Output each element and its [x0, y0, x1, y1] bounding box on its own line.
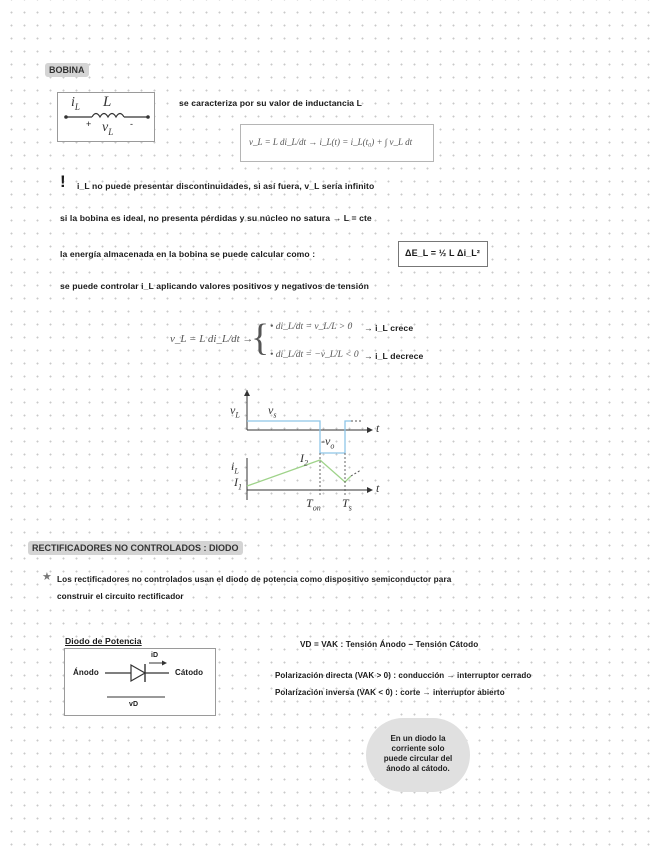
rect-line-1: Los rectificadores no controlados usan el diodo de potencia como dispositivo semiconductor para [57, 575, 452, 584]
bobina-line-3: la energía almacenada en la bobina se puede calcular como : [60, 249, 316, 259]
rect-line-2: construir el circuito rectificador [57, 592, 184, 601]
polarizacion-inversa: Polarización inversa (VAK < 0) : corte → interruptor abierto [275, 688, 505, 697]
iD-label: iD [151, 652, 159, 659]
wave-t-label-1: t [376, 421, 380, 435]
wave-i-label: $i_L$ [231, 459, 239, 476]
bobina-formula-box [240, 124, 434, 162]
inductor-i-label: $i_L$ [71, 95, 80, 112]
inductor-minus: - [130, 119, 133, 129]
bobina-line-2: si la bobina es ideal, no presenta pérdidas y su núcleo no satura → L = cte [60, 213, 372, 223]
inductor-L-label: L [103, 94, 112, 110]
bobina-line-1: i_L no puede presentar discontinuidades, si así fuera, v_L sería infinito [77, 181, 375, 191]
bobina-line-4: se puede controlar i_L aplicando valores positivos y negativos de tensión [60, 281, 369, 291]
anodo-label: Ánodo [73, 668, 99, 677]
warning-icon: ! [60, 172, 66, 191]
wave-neg-label: $-v_o$ [321, 434, 335, 451]
section-tag-rectificadores: RECTIFICADORES NO CONTROLADOS : DIODO [28, 541, 243, 555]
inductor-plus: + [86, 119, 92, 129]
case-formula-left: v_L = L di_L/dt → [170, 333, 254, 345]
energy-formula: ΔE_L = ½ L Δi_L² [405, 248, 480, 258]
diode-note-cloud [366, 718, 470, 792]
case-1: • di_L/dt = v_L/L > 0 [270, 322, 353, 332]
inductor-v-label: $v_L$ [102, 120, 114, 137]
vd-equation: VD = VAK : Tensión Ánodo − Tensión Cátodo [300, 640, 479, 649]
bobina-description: se caracteriza por su valor de inductancia L [179, 98, 363, 108]
inductor-symbol-box [57, 92, 155, 142]
section-tag-bobina: BOBINA [45, 63, 89, 77]
polarizacion-directa: Polarización directa (VAK > 0) : conducción → interruptor cerrado [275, 671, 532, 680]
voltage-wave [247, 421, 351, 453]
case-2: • di_L/dt = −v_L/L < 0 [270, 350, 359, 360]
wave-t-label-2: t [376, 481, 380, 495]
case-brace: { [251, 317, 270, 359]
diodo-title: Diodo de Potencia [65, 636, 142, 646]
current-wave [247, 460, 351, 486]
case-1-result: → i_L crece [364, 323, 414, 333]
wave-vs-label: $v_s$ [268, 403, 277, 420]
wave-I2-label: $I_2$ [300, 451, 308, 468]
wave-v-label: $v_L$ [230, 403, 240, 420]
diode-symbol [65, 649, 215, 715]
wave-Ts-label: $T_s$ [342, 496, 352, 513]
vD-label: vD [129, 701, 139, 708]
star-icon: ★ [42, 571, 52, 583]
diode-symbol-box [64, 648, 216, 716]
catodo-label: Cátodo [175, 668, 204, 677]
bobina-formula: v_L = L di_L/dt → i_L(t) = i_L(t₀) + ∫ v_L dt [249, 137, 413, 147]
wave-Ton-label: $T_{on}$ [306, 496, 321, 513]
cloud-text: En un diodo la corriente solo puede circular del ánodo al cátodo. [383, 734, 453, 773]
case-2-result: → i_L decrece [364, 351, 424, 361]
wave-I1-label: $I_1$ [234, 475, 242, 492]
energy-formula-box [398, 241, 488, 267]
